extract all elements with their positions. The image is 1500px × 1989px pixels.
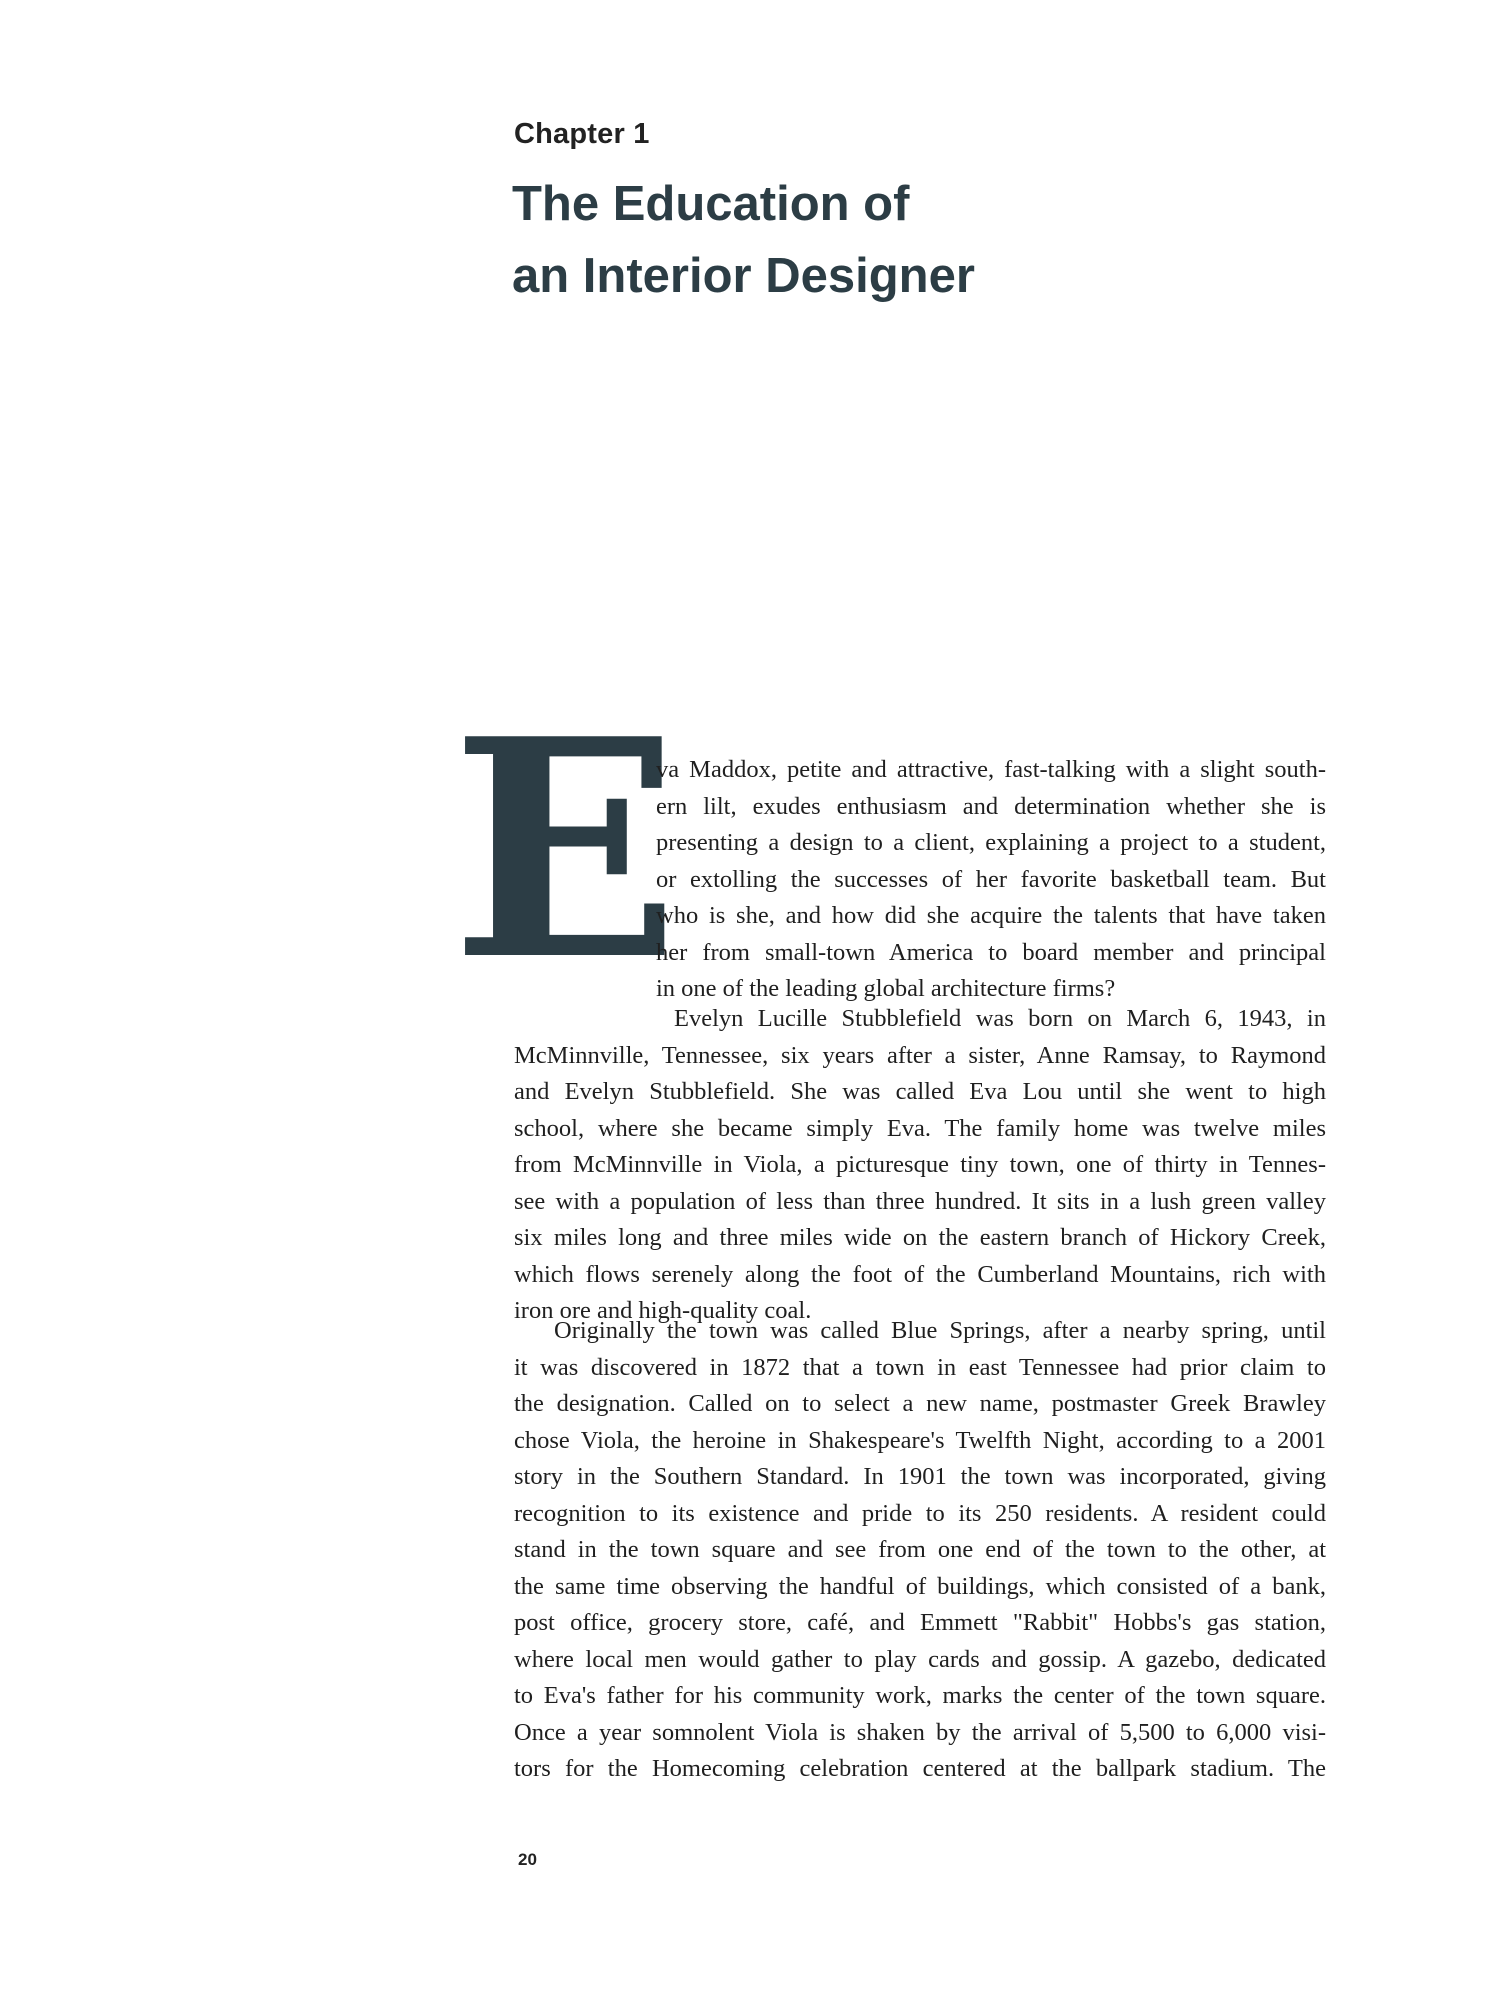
text-line: presenting a design to a client, explaining a project to a student, bbox=[656, 829, 1326, 856]
text-line: the same time observing the handful of buildings, which consisted of a bank, bbox=[514, 1572, 1326, 1600]
text-line: story in the Southern Standard. In 1901 the town was incorporated, giving bbox=[514, 1463, 1326, 1490]
text-line: tors for the Homecoming celebration centered at the ballpark stadium. The bbox=[514, 1755, 1326, 1782]
text-line: va Maddox, petite and attractive, fast-talking with a slight south- bbox=[656, 756, 1326, 783]
text-line: her from small-town America to board member and principal bbox=[656, 938, 1326, 966]
text-line: who is she, and how did she acquire the talents that have taken bbox=[656, 902, 1326, 929]
text-line: six miles long and three miles wide on the eastern branch of Hickory Creek, bbox=[514, 1224, 1326, 1251]
chapter-title bbox=[512, 168, 975, 312]
text-line: ern lilt, exudes enthusiasm and determination whether she is bbox=[656, 792, 1326, 820]
text-line: from McMinnville in Viola, a picturesque tiny town, one of thirty in Tennes- bbox=[514, 1151, 1326, 1178]
text-line: Evelyn Lucille Stubblefield was born on March 6, 1943, in bbox=[674, 1005, 1326, 1032]
text-line: recognition to its existence and pride to its 250 residents. A resident could bbox=[514, 1499, 1326, 1527]
chapter-label: Chapter 1 bbox=[514, 118, 650, 150]
text-line: the designation. Called on to select a new name, postmaster Greek Brawley bbox=[514, 1390, 1326, 1417]
text-line: which flows serenely along the foot of the Cumberland Mountains, rich with bbox=[514, 1260, 1326, 1288]
text-line: stand in the town square and see from one end of the town to the other, at bbox=[514, 1536, 1326, 1563]
text-line: and Evelyn Stubblefield. She was called Eva Lou until she went to high bbox=[514, 1078, 1326, 1105]
text-line: or extolling the successes of her favorite basketball team. But bbox=[656, 865, 1326, 893]
text-line: school, where she became simply Eva. The family home was twelve miles bbox=[514, 1114, 1326, 1142]
text-line: chose Viola, the heroine in Shakespeare's Twelfth Night, according to a 2001 bbox=[514, 1426, 1326, 1454]
text-line: post office, grocery store, café, and Emmett "Rabbit" Hobbs's gas station, bbox=[514, 1609, 1326, 1636]
paragraph-2 bbox=[514, 1001, 1326, 1330]
text-line: in one of the leading global architecture firms? bbox=[656, 975, 1116, 1002]
chapter-title-line: an Interior Designer bbox=[512, 249, 975, 303]
text-line: Once a year somnolent Viola is shaken by the arrival of 5,500 to 6,000 visi- bbox=[514, 1718, 1326, 1746]
text-line: see with a population of less than three hundred. It sits in a lush green valley bbox=[514, 1187, 1326, 1215]
paragraph-3 bbox=[514, 1313, 1326, 1788]
text-line: McMinnville, Tennessee, six years after a sister, Anne Ramsay, to Raymond bbox=[514, 1041, 1326, 1069]
page-number: 20 bbox=[518, 1850, 537, 1869]
text-line: iron ore and high-quality coal. bbox=[514, 1297, 812, 1324]
text-line: to Eva's father for his community work, marks the center of the town square. bbox=[514, 1682, 1326, 1709]
paragraph-1 bbox=[656, 752, 1326, 1008]
drop-cap: E bbox=[451, 673, 680, 1026]
text-line: where local men would gather to play cards and gossip. A gazebo, dedicated bbox=[514, 1645, 1326, 1673]
text-line: Originally the town was called Blue Springs, after a nearby spring, until bbox=[554, 1317, 1326, 1344]
chapter-title-line: The Education of bbox=[512, 177, 910, 231]
text-line: it was discovered in 1872 that a town in east Tennessee had prior claim to bbox=[514, 1353, 1326, 1381]
